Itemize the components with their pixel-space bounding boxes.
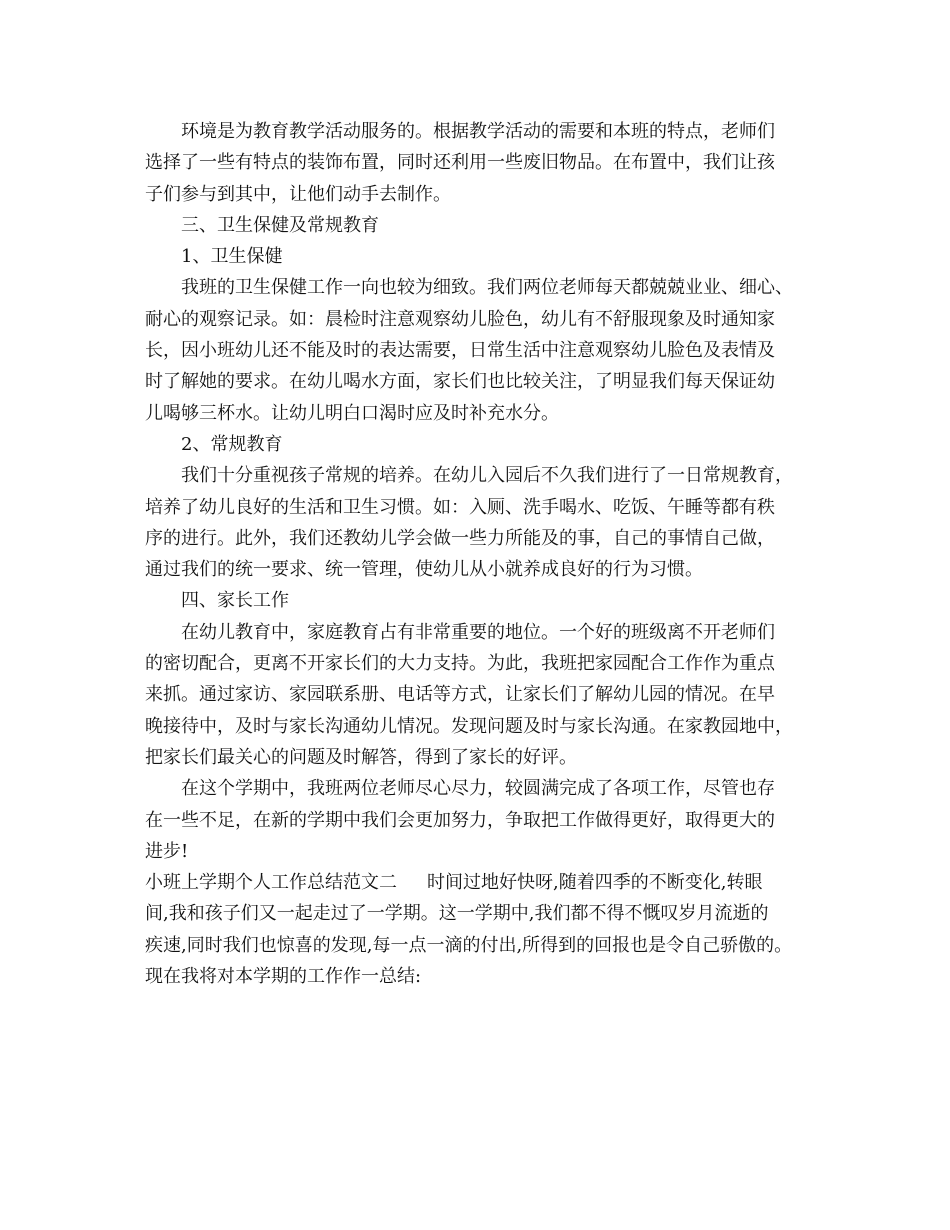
text-line: 晚接待中，及时与家长沟通幼儿情况。发现问题及时与家长沟通。在家教园地中， <box>145 715 793 737</box>
paragraph-routine <box>145 460 835 585</box>
sample-two-title: 小班上学期个人工作总结范文二 <box>145 872 397 894</box>
text-line: 子们参与到其中，让他们动手去制作。 <box>145 183 451 205</box>
paragraph-hygiene <box>145 272 835 428</box>
section-heading-hygiene-routine: 三、卫生保健及常规教育 <box>181 214 379 236</box>
text-line: 进步! <box>145 840 189 862</box>
text-line: 来抓。通过家访、家园联系册、电话等方式，让家长们了解幼儿园的情况。在早 <box>145 684 775 706</box>
text-line: 把家长们最关心的问题及时解答，得到了家长的好评。 <box>145 746 577 768</box>
text-line: 序的进行。此外，我们还教幼儿学会做一些力所能及的事，自己的事情自己做， <box>145 527 775 549</box>
paragraph-sample-two <box>145 867 835 992</box>
text-line: 在一些不足，在新的学期中我们会更加努力，争取把工作做得更好，取得更大的 <box>145 809 775 831</box>
subheading-routine-education: 2、常规教育 <box>181 433 283 455</box>
text-line: 在这个学期中，我班两位老师尽心尽力，较圆满完成了各项工作，尽管也存 <box>181 778 775 800</box>
paragraph-parent-work <box>145 617 835 773</box>
text-line: 长，因小班幼儿还不能及时的表达需要，日常生活中注意观察幼儿脸色及表情及 <box>145 340 775 362</box>
sample-two-first-line: 时间过地好快呀,随着四季的不断变化,转眼 <box>427 872 763 894</box>
text-line: 儿喝够三杯水。让幼儿明白口渴时应及时补充水分。 <box>145 402 559 424</box>
paragraph-semester-summary <box>145 773 835 867</box>
text-line: 培养了幼儿良好的生活和卫生习惯。如：入厕、洗手喝水、吃饭、午睡等都有秩 <box>145 496 775 518</box>
subheading-hygiene: 1、卫生保健 <box>181 246 283 268</box>
paragraph-environment <box>145 116 835 210</box>
section-heading-parent-work: 四、家长工作 <box>181 590 289 612</box>
text-line: 我班的卫生保健工作一向也较为细致。我们两位老师每天都兢兢业业、细心、 <box>181 277 793 299</box>
text-line: 时了解她的要求。在幼儿喝水方面，家长们也比较关注，了明显我们每天保证幼 <box>145 371 775 393</box>
document-body <box>145 116 835 992</box>
text-line: 的密切配合，更离不开家长们的大力支持。为此，我班把家园配合工作作为重点 <box>145 653 775 675</box>
text-line: 环境是为教育教学活动服务的。根据教学活动的需要和本班的特点，老师们 <box>181 121 775 142</box>
text-line <box>145 867 835 898</box>
text-line: 通过我们的统一要求、统一管理，使幼儿从小就养成良好的行为习惯。 <box>145 559 703 581</box>
text-line: 疾速,同时我们也惊喜的发现,每一点一滴的付出,所得到的回报也是令自己骄傲的。 <box>145 934 793 956</box>
text-line: 选择了一些有特点的装饰布置，同时还利用一些废旧物品。在布置中，我们让孩 <box>145 152 775 174</box>
text-line: 耐心的观察记录。如：晨检时注意观察幼儿脸色，幼儿有不舒服现象及时通知家 <box>145 308 775 330</box>
text-line: 在幼儿教育中，家庭教育占有非常重要的地位。一个好的班级离不开老师们 <box>181 621 775 643</box>
text-line: 间,我和孩子们又一起走过了一学期。这一学期中,我们都不得不慨叹岁月流逝的 <box>145 903 769 925</box>
text-line: 我们十分重视孩子常规的培养。在幼儿入园后不久我们进行了一日常规教育， <box>181 465 793 487</box>
text-line: 现在我将对本学期的工作作一总结: <box>145 966 422 988</box>
